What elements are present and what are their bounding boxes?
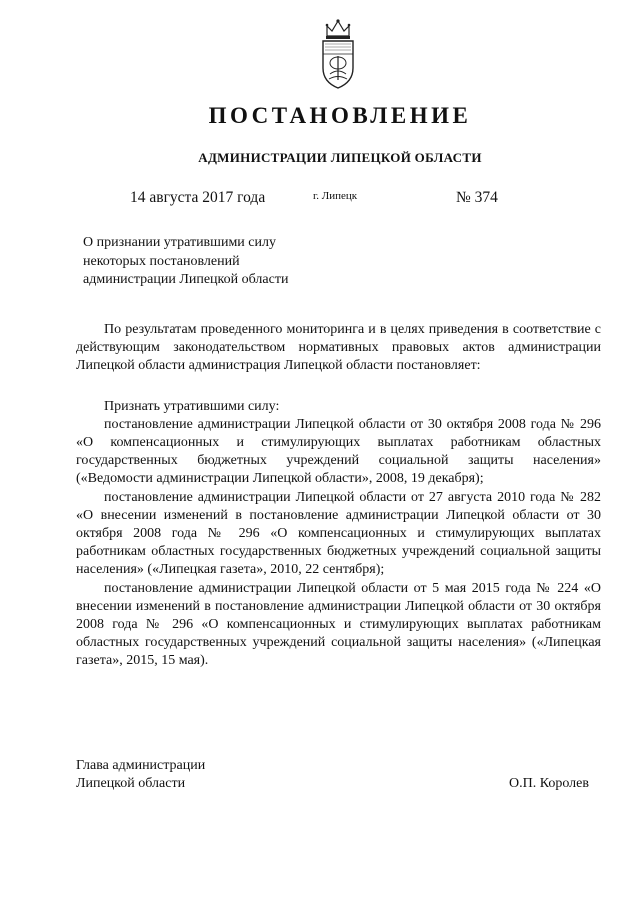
repealed-item: постановление администрации Липецкой области от 30 октября 2008 года № 296 «О компенсационных и стимулирующих выплатах работникам областных государственных бюджетных учреждений социальной защиты населения» («Ведомости администрации Липецкой области», 2008, 19 декабря); (76, 416, 601, 487)
coat-of-arms-icon (315, 16, 361, 92)
document-subject (83, 234, 323, 290)
document-city: г. Липецк (313, 190, 358, 202)
resolve-paragraph: Признать утратившими силу: (104, 398, 280, 414)
signatory-name: О.П. Королев (509, 776, 589, 791)
document-body (76, 321, 601, 671)
document-number: № 374 (456, 189, 498, 206)
repealed-item: постановление администрации Липецкой области от 27 августа 2010 года № 282 «О внесении изменений в постановление администрации Липецкой области от 30 октября 2008 года № 296 «О компенсационных и стимулирующих выплатах работникам областных государственных бюджетных учреждений социальной защиты населения» («Липецкая газета», 2010, 22 сентября); (76, 489, 601, 578)
subject-line: О признании утратившими силу (83, 235, 276, 250)
preamble-paragraph: По результатам проведенного мониторинга и в целях приведения в соответствие с действующим законодательством нормативных правовых актов администрации Липецкой области администрация Липецкой области постановляет: (76, 322, 601, 374)
document-title: ПОСТАНОВЛЕНИЕ (208, 103, 472, 128)
document-date: 14 августа 2017 года (130, 189, 266, 206)
subject-line: некоторых постановлений (83, 253, 240, 269)
signatory-position: Глава администрации (76, 758, 206, 773)
subject-line: администрации Липецкой области (83, 272, 289, 287)
signature-block (76, 757, 601, 793)
signatory-position: Липецкой области (76, 776, 186, 791)
document-subtitle: АДМИНИСТРАЦИИ ЛИПЕЦКОЙ ОБЛАСТИ (198, 150, 482, 165)
repealed-item: постановление администрации Липецкой области от 5 мая 2015 года № 224 «О внесении изменений в постановление администрации Липецкой области от 30 октября 2008 года № 296 «О компенсационных и стимулирующих выплатах работникам областных государственных учреждений социальной защиты населения» («Липецкая газета», 2015, 15 мая). (76, 580, 601, 669)
